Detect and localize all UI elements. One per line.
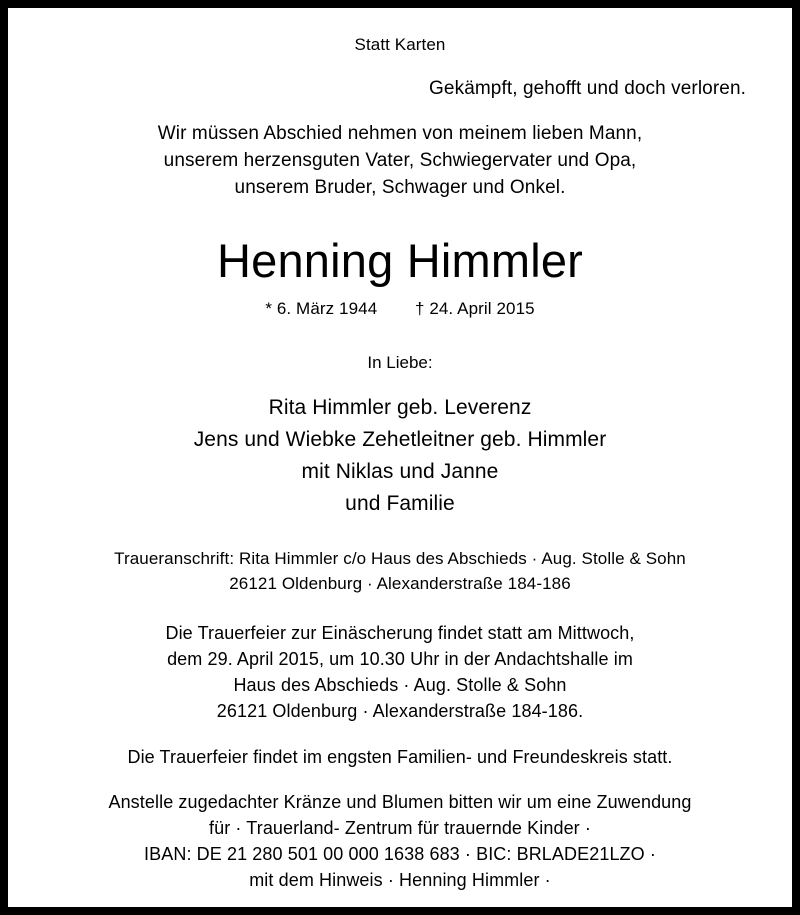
memorial-quote: Gekämpft, gehofft und doch verloren. [429, 78, 746, 99]
mourning-address-line: Traueranschrift: Rita Himmler c/o Haus des Abschieds · Aug. Stolle & Sohn [114, 549, 686, 568]
death-date-entry: † 24. April 2015 [414, 299, 535, 318]
statt-karten-note: Statt Karten [354, 35, 446, 54]
mourning-address-block [50, 546, 750, 596]
ceremony-line: dem 29. April 2015, um 10.30 Uhr in der Andachtshalle im [167, 649, 633, 669]
survivor-line: mit Niklas und Janne [301, 460, 499, 483]
intro-line-2: unserem herzensguten Vater, Schwiegervater und Opa, [163, 150, 637, 171]
deceased-name: Henning Himmler [216, 234, 584, 287]
donation-line: Anstelle zugedachter Kränze und Blumen bitten wir um eine Zuwendung [108, 792, 692, 812]
survivor-line: Rita Himmler geb. Leverenz [268, 396, 532, 419]
survivors-label: In Liebe: [367, 353, 433, 372]
ceremony-line: Haus des Abschieds · Aug. Stolle & Sohn [233, 675, 567, 695]
obituary-content [8, 8, 792, 907]
survivors-list [50, 392, 750, 520]
donation-bank-details-line: IBAN: DE 21 280 501 00 000 1638 683 · BIC: BRLADE21LZO · [144, 844, 656, 864]
donation-beneficiary-line: für · Trauerland- Zentrum für trauernde Kinder · [209, 818, 591, 838]
survivor-line: Jens und Wiebke Zehetleitner geb. Himmler [193, 428, 607, 451]
birth-date-entry: * 6. März 1944 [265, 299, 378, 318]
intro-paragraph [50, 120, 750, 201]
mourning-address-line: 26121 Oldenburg · Alexanderstraße 184-186 [229, 574, 571, 593]
life-dates [50, 298, 750, 320]
survivor-line: und Familie [345, 492, 455, 515]
ceremony-line: Die Trauerfeier zur Einäscherung findet statt am Mittwoch, [165, 623, 635, 643]
ceremony-line: 26121 Oldenburg · Alexanderstraße 184-186. [216, 701, 584, 721]
ceremony-details-block [50, 620, 750, 724]
donation-request-block [50, 789, 750, 893]
intro-line-1: Wir müssen Abschied nehmen von meinem lieben Mann, [157, 123, 643, 144]
donation-reference-line: mit dem Hinweis · Henning Himmler · [249, 870, 551, 890]
private-ceremony-note: Die Trauerfeier findet im engsten Familien- und Freundeskreis statt. [127, 747, 673, 767]
intro-line-3: unserem Bruder, Schwager und Onkel. [234, 177, 566, 198]
